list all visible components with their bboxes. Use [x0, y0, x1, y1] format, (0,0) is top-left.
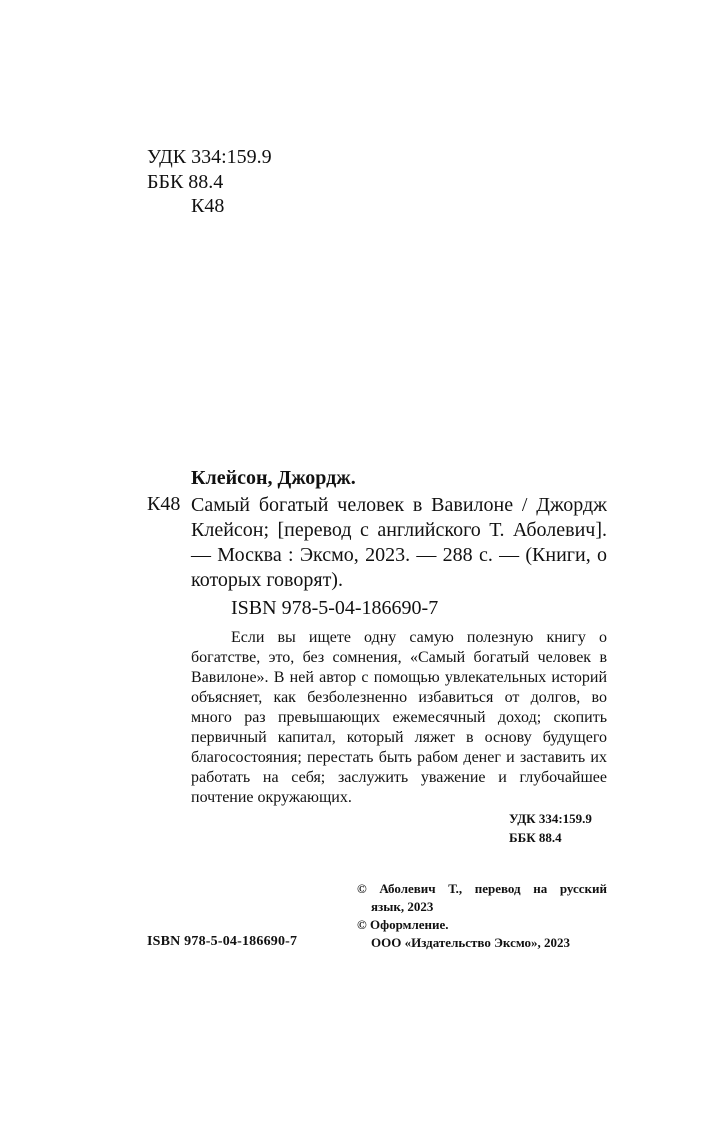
copyright-translation-year: язык, 2023 [371, 899, 434, 914]
bbk-code-bottom: ББК 88.4 [509, 830, 562, 845]
udk-code-bottom: УДК 334:159.9 [509, 811, 592, 826]
author-mark-top: К48 [191, 195, 225, 217]
udk-code-top: УДК 334:159.9 [147, 146, 272, 168]
copyright-design: © Оформление. [357, 917, 449, 932]
card-isbn: ISBN 978-5-04-186690-7 [231, 597, 439, 619]
card-bibliographic-description: Самый богатый человек в Вавилоне / Джордж Клейсон; [перевод с английского Т. Аболевич]. — Москва : Эксмо, 2023. — 288 с. — (Книги, о которых говорят). [191, 494, 607, 591]
card-author-heading: Клейсон, Джордж. [191, 467, 356, 489]
card-author-mark: К48 [147, 493, 181, 515]
copyright-publisher: ООО «Издательство Эксмо», 2023 [371, 935, 571, 950]
bbk-code-top: ББК 88.4 [147, 171, 224, 193]
copyright-translation: © Аболевич Т., перевод на русский [357, 881, 607, 896]
isbn-bottom: ISBN 978-5-04-186690-7 [147, 934, 298, 949]
book-annotation: Если вы ищете одну самую полезную книгу о богатстве, это, без сомнения, «Самый богатый человек в Вавилоне». В ней автор с помощью увлекательных историй объясняет, как безболезненно избавиться от долгов, во много раз превышающих ежемесячный доход; скопить первичный капитал, который ляжет в основу будущего благосостояния; перестать быть рабом денег и заставить их работать на себя; заслужить уважение и глубочайшее почтение окружающих. [191, 629, 607, 806]
copyright-block [357, 880, 607, 952]
